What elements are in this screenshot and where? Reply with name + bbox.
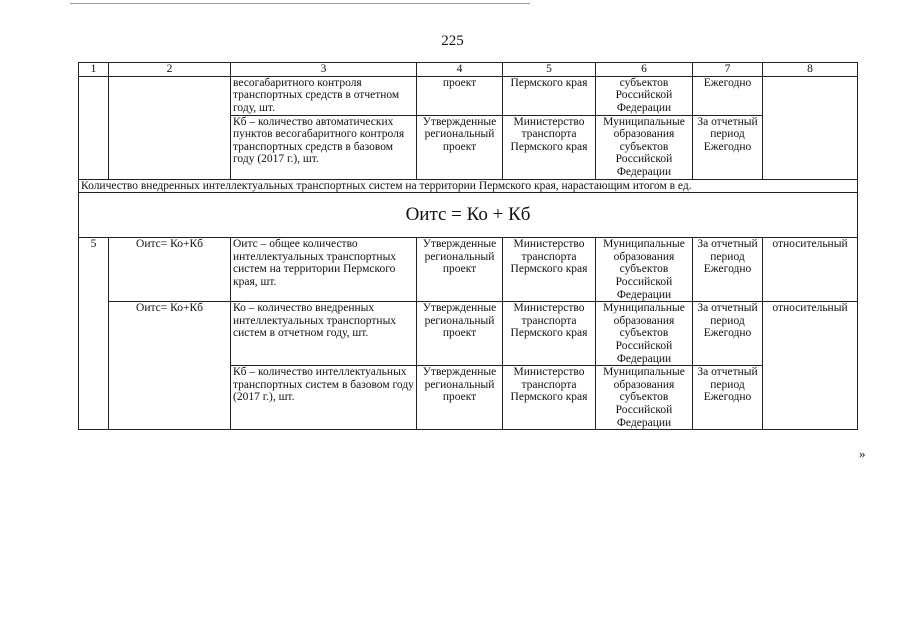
cell-data-owner: Муниципальные образования субъектов Российской Федерации bbox=[596, 366, 693, 430]
table-row bbox=[79, 238, 858, 302]
indicators-table bbox=[78, 62, 858, 430]
column-header: 1 bbox=[79, 63, 109, 77]
cell-formula bbox=[109, 76, 231, 179]
cell-data-owner: Муниципальные образования субъектов Российской Федерации bbox=[596, 115, 693, 179]
column-number-row bbox=[79, 63, 858, 77]
cell-source: Утвержденные региональный проект bbox=[417, 238, 503, 302]
cell-responsible: Министерство транспорта Пермского края bbox=[503, 115, 596, 179]
cell-formula: Оитс= Ко+Кб bbox=[109, 238, 231, 302]
cell-period: За отчетный период Ежегодно bbox=[693, 302, 763, 366]
cell-period: Ежегодно bbox=[693, 76, 763, 115]
column-header: 5 bbox=[503, 63, 596, 77]
column-header: 7 bbox=[693, 63, 763, 77]
cell-description: Кб – количество интеллектуальных транспортных систем в базовом году (2017 г.), шт. bbox=[231, 366, 417, 430]
cell-data-owner: Муниципальные образования субъектов Российской Федерации bbox=[596, 238, 693, 302]
cell-period: За отчетный период Ежегодно bbox=[693, 115, 763, 179]
cell-responsible: Министерство транспорта Пермского края bbox=[503, 238, 596, 302]
cell-type: относительный bbox=[763, 302, 858, 366]
cell-responsible: Пермского края bbox=[503, 76, 596, 115]
cell-description: Ко – количество внедренных интеллектуальных транспортных систем в отчетном году, шт. bbox=[231, 302, 417, 366]
cell-data-owner: субъектов Российской Федерации bbox=[596, 76, 693, 115]
cell-formula: Оитс= Ко+Кб bbox=[109, 302, 231, 366]
column-header: 4 bbox=[417, 63, 503, 77]
cell-source: проект bbox=[417, 76, 503, 115]
section-title-row bbox=[79, 179, 858, 193]
column-header: 3 bbox=[231, 63, 417, 77]
column-header: 8 bbox=[763, 63, 858, 77]
table-row bbox=[79, 76, 858, 115]
column-header: 2 bbox=[109, 63, 231, 77]
cell-type: относительный bbox=[763, 238, 858, 302]
closing-quote: » bbox=[859, 446, 866, 461]
section-title: Количество внедренных интеллектуальных транспортных систем на территории Пермского края, нарастающим итогом в ед. bbox=[79, 179, 858, 193]
indicator-number: 5 bbox=[79, 238, 109, 430]
table-row bbox=[79, 302, 858, 366]
cell-description: Оитс – общее количество интеллектуальных транспортных систем на территории Пермского края, шт. bbox=[231, 238, 417, 302]
table-row bbox=[79, 366, 858, 430]
cell-source: Утвержденные региональный проект bbox=[417, 302, 503, 366]
cell-data-owner: Муниципальные образования субъектов Российской Федерации bbox=[596, 302, 693, 366]
cell-responsible: Министерство транспорта Пермского края bbox=[503, 302, 596, 366]
column-header: 6 bbox=[596, 63, 693, 77]
cell-source: Утвержденные региональный проект bbox=[417, 366, 503, 430]
cell-type bbox=[763, 76, 858, 179]
cell-description: Кб – количество автоматических пунктов весогабаритного контроля транспортных средств в базовом году (2017 г.), шт. bbox=[231, 115, 417, 179]
page-number: 225 bbox=[441, 33, 464, 49]
cell-responsible: Министерство транспорта Пермского края bbox=[503, 366, 596, 430]
cell-period: За отчетный период Ежегодно bbox=[693, 238, 763, 302]
cell-number bbox=[79, 76, 109, 179]
cell-description: весогабаритного контроля транспортных средств в отчетном году, шт. bbox=[231, 76, 417, 115]
cell-source: Утвержденные региональный проект bbox=[417, 115, 503, 179]
cell-formula bbox=[109, 366, 231, 430]
cell-type bbox=[763, 366, 858, 430]
page-top-rule bbox=[70, 3, 530, 4]
cell-period: За отчетный период Ежегодно bbox=[693, 366, 763, 430]
formula: Оитс = Ко + Кб bbox=[79, 193, 858, 238]
formula-row bbox=[79, 193, 858, 238]
